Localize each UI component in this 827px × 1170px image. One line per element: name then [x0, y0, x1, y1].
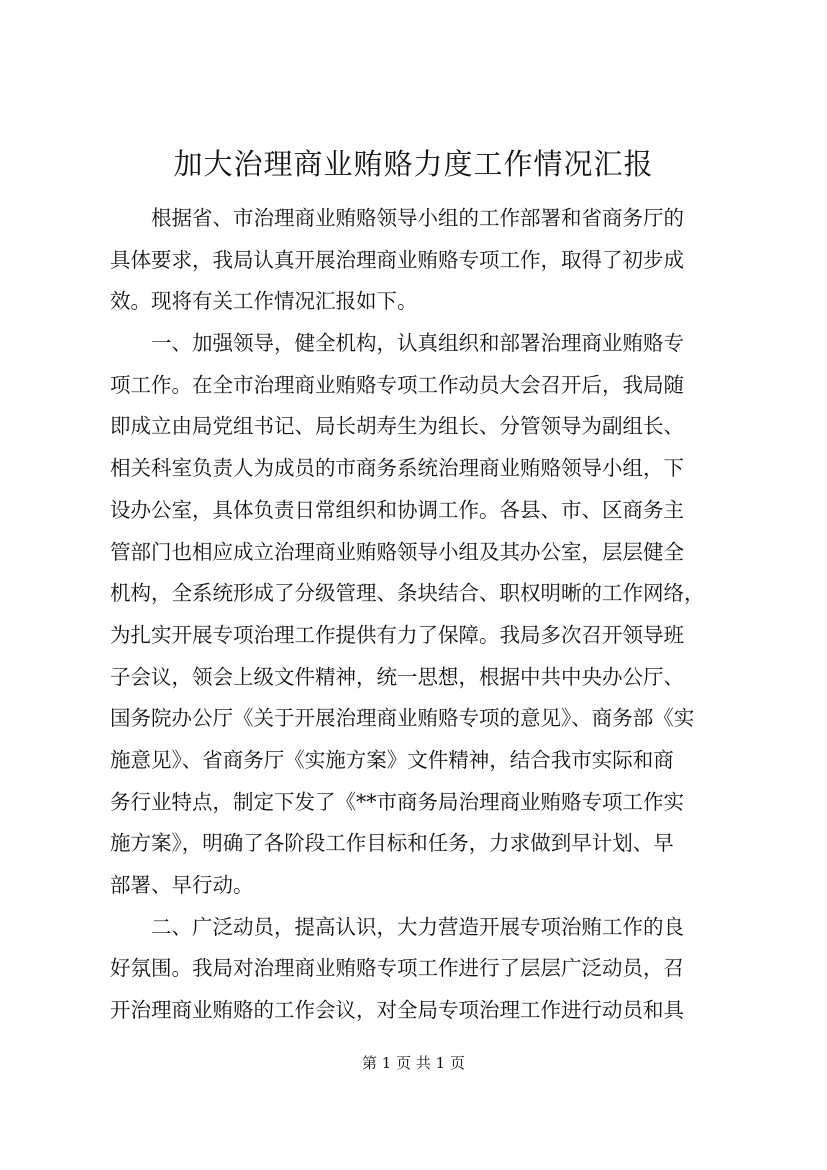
text-line: 机构，全系统形成了分级管理、条块结合、职权明晰的工作网络，: [110, 581, 705, 606]
text-line: 子会议，领会上级文件精神，统一思想，根据中共中央办公厅、: [110, 664, 684, 689]
text-line: 好氛围。我局对治理商业贿赂专项工作进行了层层广泛动员，召: [110, 956, 684, 981]
text-line: 具体要求，我局认真开展治理商业贿赂专项工作，取得了初步成: [110, 247, 684, 272]
page-footer: 第 1 页 共 1 页: [362, 1054, 465, 1072]
text-line: 一、加强领导，健全机构，认真组织和部署治理商业贿赂专: [110, 331, 684, 356]
text-line: 设办公室，具体负责日常组织和协调工作。各县、市、区商务主: [110, 497, 684, 522]
text-line: 施意见》、省商务厅《实施方案》文件精神，结合我市实际和商: [110, 747, 674, 772]
text-line: 即成立由局党组书记、局长胡寿生为组长、分管领导为副组长、: [110, 414, 684, 439]
text-line: 施方案》，明确了各阶段工作目标和任务，力求做到早计划、早: [110, 831, 674, 856]
text-line: 国务院办公厅《关于开展治理商业贿赂专项的意见》、商务部《实: [110, 706, 695, 731]
text-line: 效。现将有关工作情况汇报如下。: [110, 289, 418, 314]
text-line: 相关科室负责人为成员的市商务系统治理商业贿赂领导小组，下: [110, 456, 684, 481]
text-line: 为扎实开展专项治理工作提供有力了保障。我局多次召开领导班: [110, 622, 684, 647]
body-text: [110, 198, 730, 1032]
page-title: 加大治理商业贿赂力度工作情况汇报: [173, 147, 654, 181]
text-line: 项工作。在全市治理商业贿赂专项工作动员大会召开后，我局随: [110, 372, 684, 397]
text-line: 根据省、市治理商业贿赂领导小组的工作部署和省商务厅的: [110, 206, 684, 230]
text-line: 开治理商业贿赂的工作会议，对全局专项治理工作进行动员和具: [110, 998, 684, 1023]
text-line: 管部门也相应成立治理商业贿赂领导小组及其办公室，层层健全: [110, 539, 684, 564]
text-line: 部署、早行动。: [110, 873, 254, 897]
text-line: 二、广泛动员，提高认识，大力营造开展专项治贿工作的良: [110, 914, 684, 939]
text-line: 务行业特点，制定下发了《**市商务局治理商业贿赂专项工作实: [110, 789, 684, 814]
